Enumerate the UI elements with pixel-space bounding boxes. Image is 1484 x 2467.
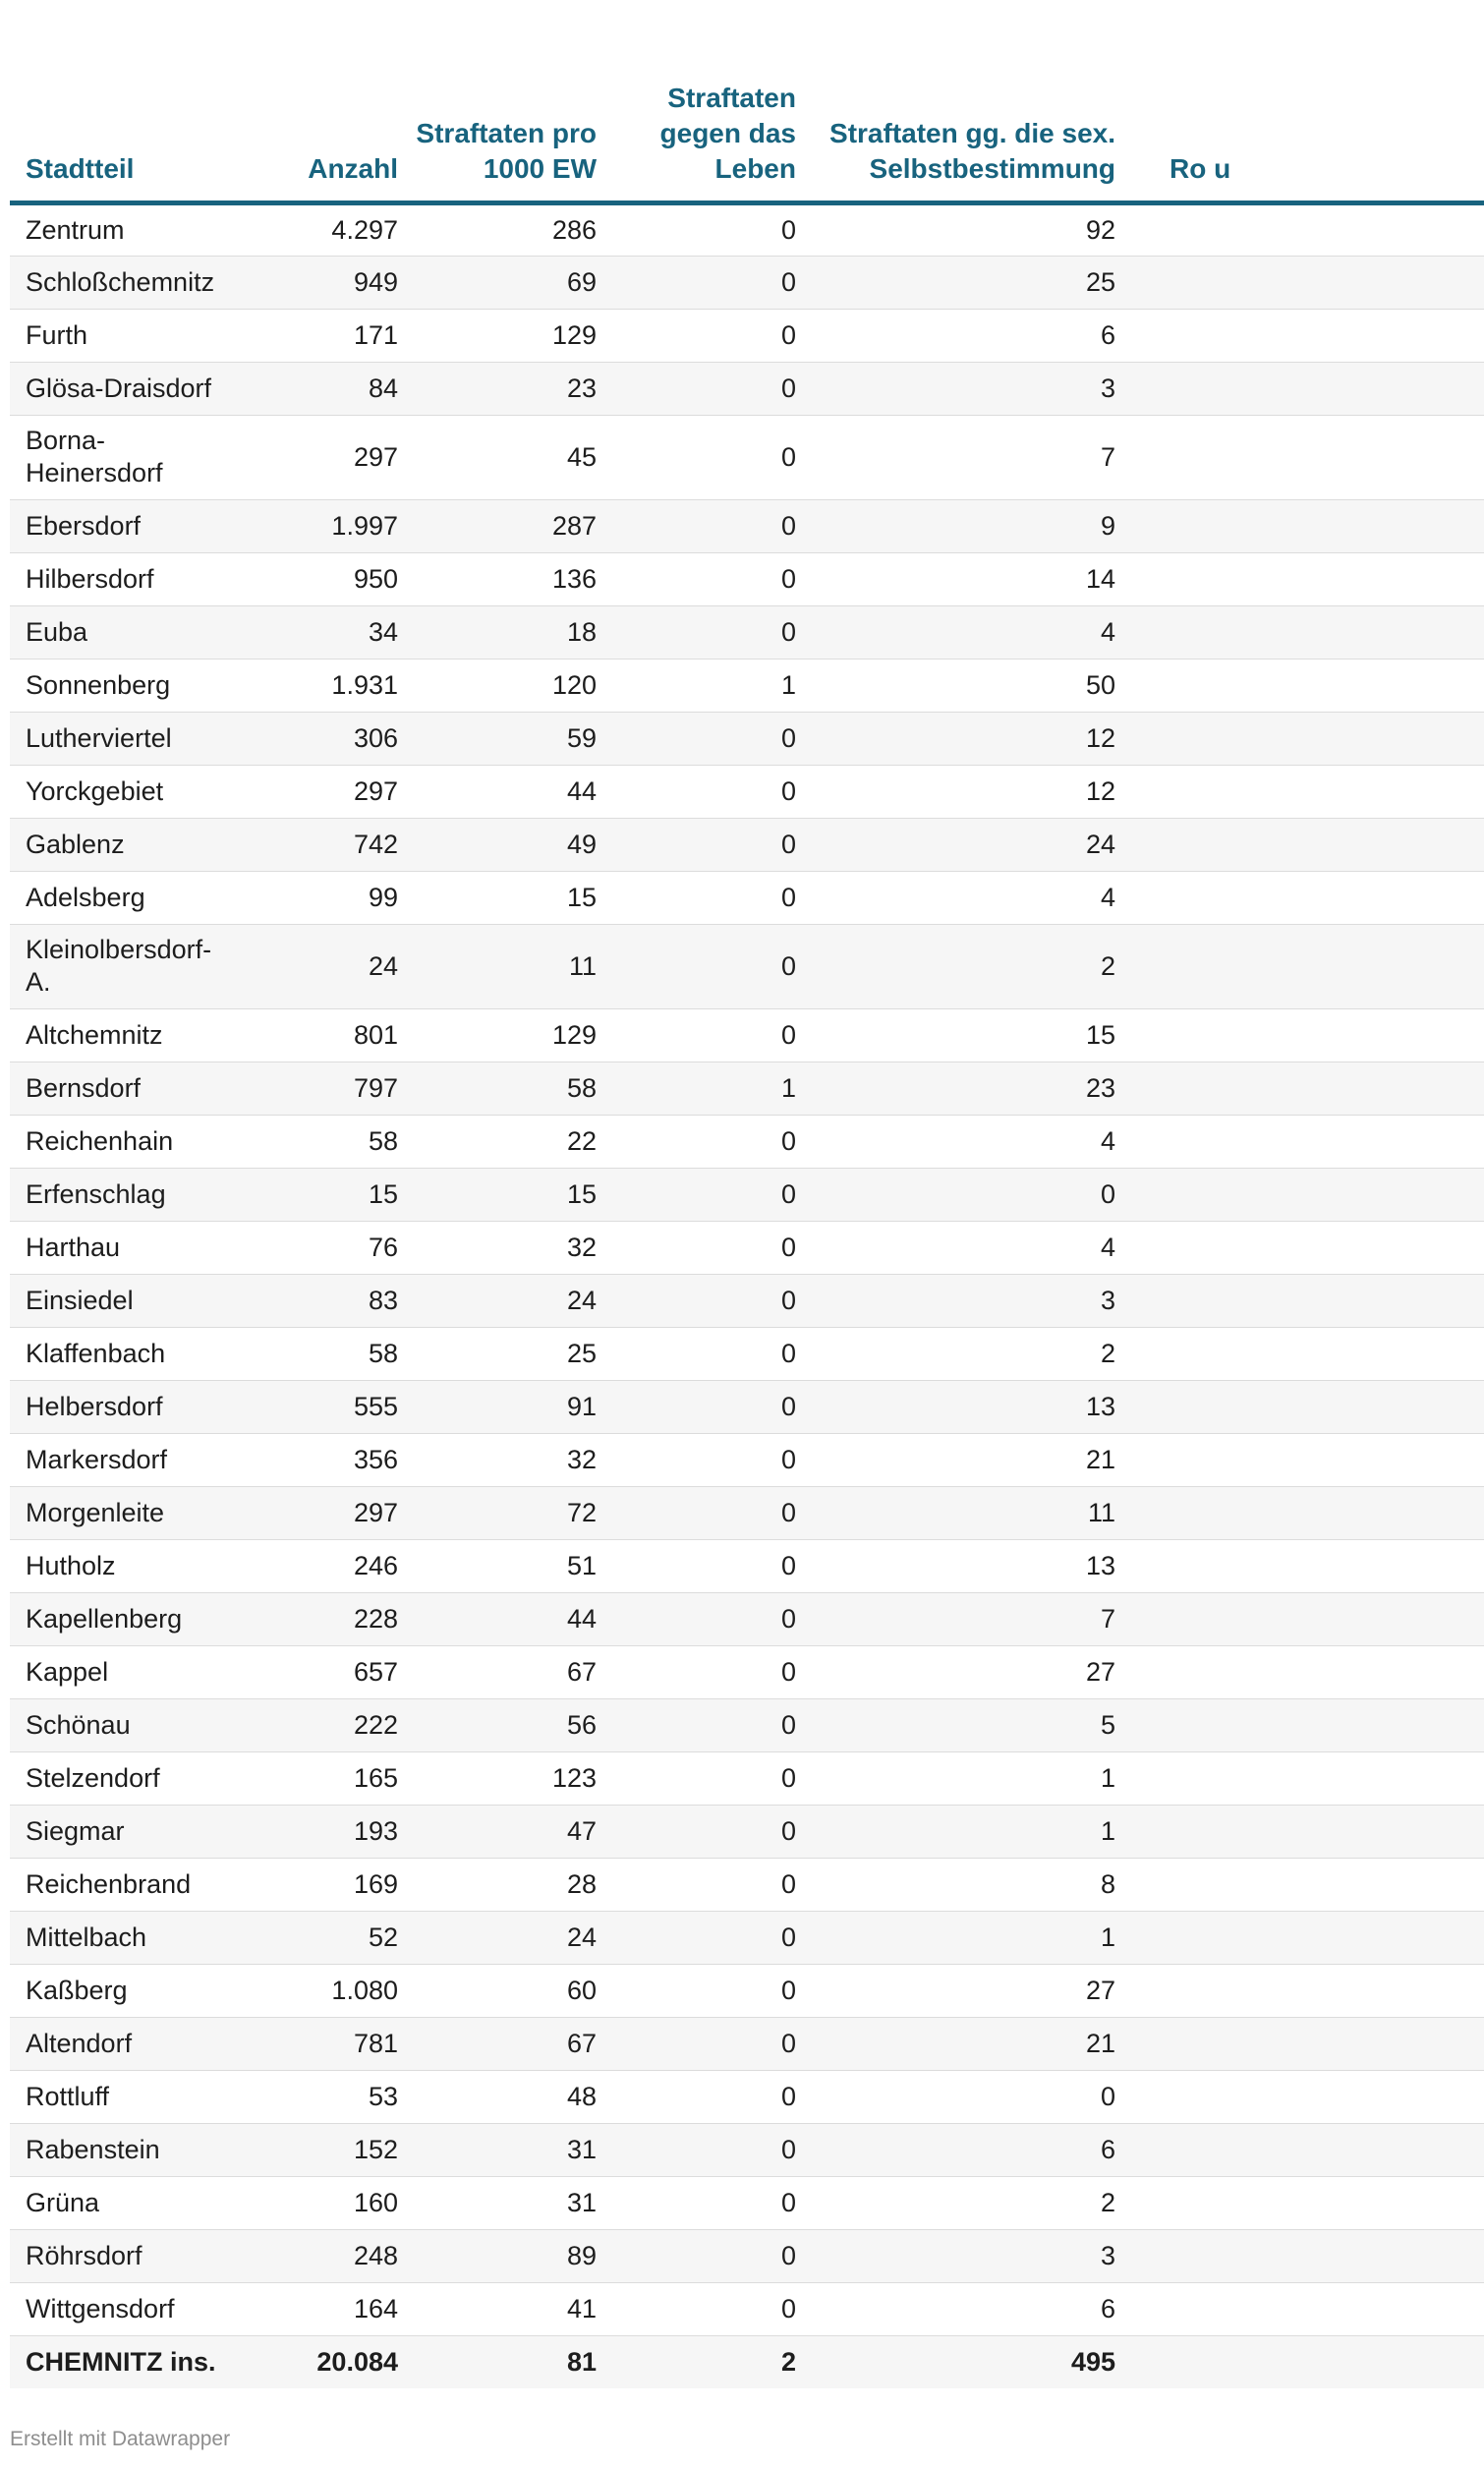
table-row xyxy=(10,1698,1484,1751)
truncated-cell xyxy=(1115,202,1484,256)
table-row xyxy=(10,2282,1484,2335)
truncated-cell xyxy=(1115,1274,1484,1327)
stadtteil-cell: Kleinolbersdorf-A. xyxy=(10,924,231,1008)
value-cell: 83 xyxy=(231,1274,398,1327)
value-cell: 950 xyxy=(231,552,398,605)
value-cell: 72 xyxy=(398,1486,597,1539)
table-row xyxy=(10,1858,1484,1911)
stadtteil-cell: Adelsberg xyxy=(10,871,231,924)
table-row xyxy=(10,1486,1484,1539)
value-cell: 0 xyxy=(597,1751,796,1805)
column-header-gegen-leben[interactable]: Straftaten gegen das Leben xyxy=(597,0,796,202)
value-cell: 11 xyxy=(398,924,597,1008)
value-cell: 4 xyxy=(796,1115,1115,1168)
value-cell: 41 xyxy=(398,2282,597,2335)
value-cell: 193 xyxy=(231,1805,398,1858)
table-row xyxy=(10,1221,1484,1274)
table-row xyxy=(10,1380,1484,1433)
stadtteil-cell: Wittgensdorf xyxy=(10,2282,231,2335)
value-cell: 8 xyxy=(796,1858,1115,1911)
table-header-row xyxy=(10,0,1484,202)
value-cell: 76 xyxy=(231,1221,398,1274)
value-cell: 6 xyxy=(796,2282,1115,2335)
table-row xyxy=(10,2176,1484,2229)
stadtteil-cell: Einsiedel xyxy=(10,1274,231,1327)
total-value-cell xyxy=(1115,2335,1484,2388)
truncated-cell xyxy=(1115,871,1484,924)
table-row xyxy=(10,924,1484,1008)
stadtteil-cell: Borna-Heinersdorf xyxy=(10,415,231,499)
table-row xyxy=(10,1008,1484,1061)
value-cell: 15 xyxy=(398,871,597,924)
truncated-cell xyxy=(1115,1751,1484,1805)
value-cell: 297 xyxy=(231,415,398,499)
truncated-cell xyxy=(1115,1858,1484,1911)
stadtteil-cell: Altendorf xyxy=(10,2017,231,2070)
value-cell: 0 xyxy=(597,552,796,605)
value-cell: 297 xyxy=(231,765,398,818)
stadtteil-cell: Zentrum xyxy=(10,202,231,256)
table-row xyxy=(10,1751,1484,1805)
value-cell: 0 xyxy=(597,1115,796,1168)
value-cell: 781 xyxy=(231,2017,398,2070)
stadtteil-cell: Schloßchemnitz xyxy=(10,256,231,309)
value-cell: 22 xyxy=(398,1115,597,1168)
value-cell: 0 xyxy=(597,2123,796,2176)
stadtteil-cell: Ebersdorf xyxy=(10,499,231,552)
truncated-cell xyxy=(1115,2176,1484,2229)
value-cell: 2 xyxy=(796,924,1115,1008)
value-cell: 24 xyxy=(398,1274,597,1327)
value-cell: 27 xyxy=(796,1645,1115,1698)
value-cell: 60 xyxy=(398,1964,597,2017)
table-row xyxy=(10,1327,1484,1380)
value-cell: 0 xyxy=(597,605,796,659)
value-cell: 67 xyxy=(398,1645,597,1698)
value-cell: 0 xyxy=(597,202,796,256)
value-cell: 13 xyxy=(796,1539,1115,1592)
stadtteil-cell: Markersdorf xyxy=(10,1433,231,1486)
total-value-cell: 20.084 xyxy=(231,2335,398,2388)
value-cell: 0 xyxy=(597,1486,796,1539)
value-cell: 160 xyxy=(231,2176,398,2229)
value-cell: 0 xyxy=(597,309,796,362)
stadtteil-cell: Bernsdorf xyxy=(10,1061,231,1115)
datawrapper-credit: Erstellt mit Datawrapper xyxy=(10,2428,231,2450)
value-cell: 28 xyxy=(398,1858,597,1911)
value-cell: 0 xyxy=(597,2282,796,2335)
total-value-cell: 81 xyxy=(398,2335,597,2388)
value-cell: 246 xyxy=(231,1539,398,1592)
table-row xyxy=(10,1274,1484,1327)
value-cell: 1.080 xyxy=(231,1964,398,2017)
truncated-cell xyxy=(1115,1327,1484,1380)
value-cell: 286 xyxy=(398,202,597,256)
value-cell: 0 xyxy=(597,1805,796,1858)
value-cell: 14 xyxy=(796,552,1115,605)
table-row xyxy=(10,2229,1484,2282)
value-cell: 15 xyxy=(796,1008,1115,1061)
value-cell: 4 xyxy=(796,605,1115,659)
value-cell: 3 xyxy=(796,2229,1115,2282)
value-cell: 0 xyxy=(597,712,796,765)
stadtteil-cell: Siegmar xyxy=(10,1805,231,1858)
stadtteil-cell: Röhrsdorf xyxy=(10,2229,231,2282)
value-cell: 356 xyxy=(231,1433,398,1486)
value-cell: 136 xyxy=(398,552,597,605)
value-cell: 21 xyxy=(796,2017,1115,2070)
value-cell: 84 xyxy=(231,362,398,415)
stadtteil-cell: Hutholz xyxy=(10,1539,231,1592)
value-cell: 228 xyxy=(231,1592,398,1645)
stadtteil-cell: Reichenbrand xyxy=(10,1858,231,1911)
value-cell: 31 xyxy=(398,2123,597,2176)
value-cell: 4.297 xyxy=(231,202,398,256)
value-cell: 21 xyxy=(796,1433,1115,1486)
truncated-cell xyxy=(1115,1592,1484,1645)
value-cell: 4 xyxy=(796,1221,1115,1274)
truncated-cell xyxy=(1115,499,1484,552)
value-cell: 1 xyxy=(796,1751,1115,1805)
stadtteil-cell: Schönau xyxy=(10,1698,231,1751)
value-cell: 50 xyxy=(796,659,1115,712)
value-cell: 47 xyxy=(398,1805,597,1858)
table-row xyxy=(10,362,1484,415)
value-cell: 6 xyxy=(796,309,1115,362)
stadtteil-cell: Lutherviertel xyxy=(10,712,231,765)
table-row xyxy=(10,659,1484,712)
truncated-cell xyxy=(1115,765,1484,818)
table-row xyxy=(10,2070,1484,2123)
table-body xyxy=(10,202,1484,2388)
stadtteil-cell: Mittelbach xyxy=(10,1911,231,1964)
value-cell: 52 xyxy=(231,1911,398,1964)
table-row xyxy=(10,552,1484,605)
value-cell: 91 xyxy=(398,1380,597,1433)
value-cell: 58 xyxy=(398,1061,597,1115)
table-row xyxy=(10,2017,1484,2070)
value-cell: 0 xyxy=(597,2229,796,2282)
column-header-per-1000[interactable]: Straftaten pro 1000 EW xyxy=(398,0,597,202)
value-cell: 0 xyxy=(597,1592,796,1645)
stadtteil-cell: Klaffenbach xyxy=(10,1327,231,1380)
stadtteil-cell: Grüna xyxy=(10,2176,231,2229)
table-row xyxy=(10,309,1484,362)
value-cell: 59 xyxy=(398,712,597,765)
value-cell: 0 xyxy=(597,818,796,871)
value-cell: 11 xyxy=(796,1486,1115,1539)
value-cell: 1.997 xyxy=(231,499,398,552)
value-cell: 123 xyxy=(398,1751,597,1805)
truncated-cell xyxy=(1115,924,1484,1008)
truncated-cell xyxy=(1115,659,1484,712)
value-cell: 23 xyxy=(398,362,597,415)
table-row xyxy=(10,1645,1484,1698)
table-row xyxy=(10,1115,1484,1168)
stadtteil-cell: Rabenstein xyxy=(10,2123,231,2176)
value-cell: 24 xyxy=(796,818,1115,871)
truncated-cell xyxy=(1115,818,1484,871)
stadtteil-cell: Euba xyxy=(10,605,231,659)
truncated-cell xyxy=(1115,1645,1484,1698)
table-row xyxy=(10,1592,1484,1645)
truncated-cell xyxy=(1115,1964,1484,2017)
value-cell: 287 xyxy=(398,499,597,552)
value-cell: 7 xyxy=(796,415,1115,499)
value-cell: 0 xyxy=(597,1221,796,1274)
value-cell: 1 xyxy=(796,1911,1115,1964)
table-row xyxy=(10,256,1484,309)
value-cell: 1.931 xyxy=(231,659,398,712)
table-row xyxy=(10,1433,1484,1486)
value-cell: 89 xyxy=(398,2229,597,2282)
column-header-truncated[interactable]: Ro u xyxy=(1115,0,1484,202)
crime-statistics-table xyxy=(10,0,1484,2388)
truncated-cell xyxy=(1115,1539,1484,1592)
value-cell: 657 xyxy=(231,1645,398,1698)
stadtteil-cell: Gablenz xyxy=(10,818,231,871)
value-cell: 0 xyxy=(597,1008,796,1061)
value-cell: 51 xyxy=(398,1539,597,1592)
table-row xyxy=(10,415,1484,499)
value-cell: 0 xyxy=(597,924,796,1008)
value-cell: 15 xyxy=(231,1168,398,1221)
value-cell: 1 xyxy=(796,1805,1115,1858)
stadtteil-cell: Rottluff xyxy=(10,2070,231,2123)
truncated-cell xyxy=(1115,552,1484,605)
stadtteil-cell: Furth xyxy=(10,309,231,362)
value-cell: 164 xyxy=(231,2282,398,2335)
truncated-cell xyxy=(1115,2229,1484,2282)
table-row xyxy=(10,1911,1484,1964)
value-cell: 18 xyxy=(398,605,597,659)
value-cell: 0 xyxy=(597,499,796,552)
truncated-cell xyxy=(1115,1433,1484,1486)
value-cell: 0 xyxy=(796,2070,1115,2123)
value-cell: 0 xyxy=(597,362,796,415)
truncated-cell xyxy=(1115,256,1484,309)
stadtteil-cell: Kapellenberg xyxy=(10,1592,231,1645)
stadtteil-cell: Yorckgebiet xyxy=(10,765,231,818)
value-cell: 1 xyxy=(597,659,796,712)
value-cell: 4 xyxy=(796,871,1115,924)
value-cell: 0 xyxy=(597,2176,796,2229)
value-cell: 3 xyxy=(796,1274,1115,1327)
value-cell: 24 xyxy=(231,924,398,1008)
value-cell: 0 xyxy=(597,2017,796,2070)
table-row xyxy=(10,605,1484,659)
total-label-cell: CHEMNITZ ins. xyxy=(10,2335,231,2388)
value-cell: 9 xyxy=(796,499,1115,552)
value-cell: 53 xyxy=(231,2070,398,2123)
stadtteil-cell: Reichenhain xyxy=(10,1115,231,1168)
table-row xyxy=(10,712,1484,765)
value-cell: 0 xyxy=(597,1539,796,1592)
value-cell: 24 xyxy=(398,1911,597,1964)
value-cell: 32 xyxy=(398,1221,597,1274)
stadtteil-cell: Helbersdorf xyxy=(10,1380,231,1433)
table-row xyxy=(10,765,1484,818)
value-cell: 129 xyxy=(398,1008,597,1061)
table-row xyxy=(10,871,1484,924)
value-cell: 3 xyxy=(796,362,1115,415)
truncated-cell xyxy=(1115,1008,1484,1061)
value-cell: 31 xyxy=(398,2176,597,2229)
value-cell: 2 xyxy=(796,1327,1115,1380)
value-cell: 58 xyxy=(231,1327,398,1380)
value-cell: 56 xyxy=(398,1698,597,1751)
value-cell: 13 xyxy=(796,1380,1115,1433)
truncated-cell xyxy=(1115,2282,1484,2335)
stadtteil-cell: Kappel xyxy=(10,1645,231,1698)
truncated-cell xyxy=(1115,1698,1484,1751)
truncated-cell xyxy=(1115,1805,1484,1858)
truncated-cell xyxy=(1115,415,1484,499)
value-cell: 0 xyxy=(597,1327,796,1380)
crime-statistics-table-container[interactable] xyxy=(10,0,1231,2388)
stadtteil-cell: Hilbersdorf xyxy=(10,552,231,605)
truncated-cell xyxy=(1115,1061,1484,1115)
truncated-cell xyxy=(1115,1168,1484,1221)
value-cell: 0 xyxy=(796,1168,1115,1221)
value-cell: 0 xyxy=(597,1698,796,1751)
value-cell: 801 xyxy=(231,1008,398,1061)
truncated-cell xyxy=(1115,712,1484,765)
stadtteil-cell: Morgenleite xyxy=(10,1486,231,1539)
value-cell: 297 xyxy=(231,1486,398,1539)
value-cell: 44 xyxy=(398,1592,597,1645)
column-header-stadtteil[interactable]: Stadtteil xyxy=(10,0,231,202)
value-cell: 222 xyxy=(231,1698,398,1751)
value-cell: 92 xyxy=(796,202,1115,256)
value-cell: 0 xyxy=(597,1433,796,1486)
column-header-sex-selbstbestimmung[interactable]: Straftaten gg. die sex. Selbstbestimmung xyxy=(796,0,1115,202)
value-cell: 12 xyxy=(796,765,1115,818)
value-cell: 0 xyxy=(597,871,796,924)
value-cell: 5 xyxy=(796,1698,1115,1751)
value-cell: 0 xyxy=(597,1168,796,1221)
truncated-cell xyxy=(1115,1115,1484,1168)
truncated-cell xyxy=(1115,1486,1484,1539)
value-cell: 165 xyxy=(231,1751,398,1805)
value-cell: 949 xyxy=(231,256,398,309)
value-cell: 99 xyxy=(231,871,398,924)
value-cell: 44 xyxy=(398,765,597,818)
value-cell: 6 xyxy=(796,2123,1115,2176)
table-row xyxy=(10,2123,1484,2176)
truncated-cell xyxy=(1115,1911,1484,1964)
truncated-cell xyxy=(1115,2070,1484,2123)
value-cell: 0 xyxy=(597,1645,796,1698)
table-row xyxy=(10,1539,1484,1592)
value-cell: 0 xyxy=(597,2070,796,2123)
table-row xyxy=(10,1168,1484,1221)
value-cell: 0 xyxy=(597,256,796,309)
stadtteil-cell: Kaßberg xyxy=(10,1964,231,2017)
truncated-cell xyxy=(1115,2123,1484,2176)
stadtteil-cell: Stelzendorf xyxy=(10,1751,231,1805)
table-row xyxy=(10,499,1484,552)
value-cell: 1 xyxy=(597,1061,796,1115)
value-cell: 49 xyxy=(398,818,597,871)
stadtteil-cell: Erfenschlag xyxy=(10,1168,231,1221)
value-cell: 0 xyxy=(597,415,796,499)
table-row xyxy=(10,1061,1484,1115)
value-cell: 45 xyxy=(398,415,597,499)
value-cell: 15 xyxy=(398,1168,597,1221)
value-cell: 32 xyxy=(398,1433,597,1486)
value-cell: 12 xyxy=(796,712,1115,765)
value-cell: 0 xyxy=(597,1964,796,2017)
value-cell: 742 xyxy=(231,818,398,871)
value-cell: 169 xyxy=(231,1858,398,1911)
value-cell: 129 xyxy=(398,309,597,362)
value-cell: 25 xyxy=(796,256,1115,309)
value-cell: 48 xyxy=(398,2070,597,2123)
value-cell: 2 xyxy=(796,2176,1115,2229)
value-cell: 152 xyxy=(231,2123,398,2176)
truncated-cell xyxy=(1115,1221,1484,1274)
total-value-cell: 495 xyxy=(796,2335,1115,2388)
table-row xyxy=(10,1964,1484,2017)
value-cell: 0 xyxy=(597,1380,796,1433)
value-cell: 171 xyxy=(231,309,398,362)
value-cell: 27 xyxy=(796,1964,1115,2017)
truncated-cell xyxy=(1115,362,1484,415)
table-row xyxy=(10,202,1484,256)
value-cell: 248 xyxy=(231,2229,398,2282)
stadtteil-cell: Altchemnitz xyxy=(10,1008,231,1061)
value-cell: 0 xyxy=(597,765,796,818)
value-cell: 0 xyxy=(597,1858,796,1911)
value-cell: 0 xyxy=(597,1911,796,1964)
value-cell: 7 xyxy=(796,1592,1115,1645)
value-cell: 555 xyxy=(231,1380,398,1433)
truncated-cell xyxy=(1115,2017,1484,2070)
value-cell: 120 xyxy=(398,659,597,712)
truncated-cell xyxy=(1115,1380,1484,1433)
stadtteil-cell: Harthau xyxy=(10,1221,231,1274)
table-row xyxy=(10,818,1484,871)
value-cell: 0 xyxy=(597,1274,796,1327)
table-row xyxy=(10,1805,1484,1858)
value-cell: 25 xyxy=(398,1327,597,1380)
value-cell: 34 xyxy=(231,605,398,659)
total-row xyxy=(10,2335,1484,2388)
truncated-cell xyxy=(1115,309,1484,362)
value-cell: 69 xyxy=(398,256,597,309)
value-cell: 797 xyxy=(231,1061,398,1115)
value-cell: 67 xyxy=(398,2017,597,2070)
stadtteil-cell: Sonnenberg xyxy=(10,659,231,712)
value-cell: 23 xyxy=(796,1061,1115,1115)
total-value-cell: 2 xyxy=(597,2335,796,2388)
column-header-anzahl[interactable]: Anzahl xyxy=(231,0,398,202)
value-cell: 58 xyxy=(231,1115,398,1168)
value-cell: 306 xyxy=(231,712,398,765)
stadtteil-cell: Glösa-Draisdorf xyxy=(10,362,231,415)
truncated-cell xyxy=(1115,605,1484,659)
